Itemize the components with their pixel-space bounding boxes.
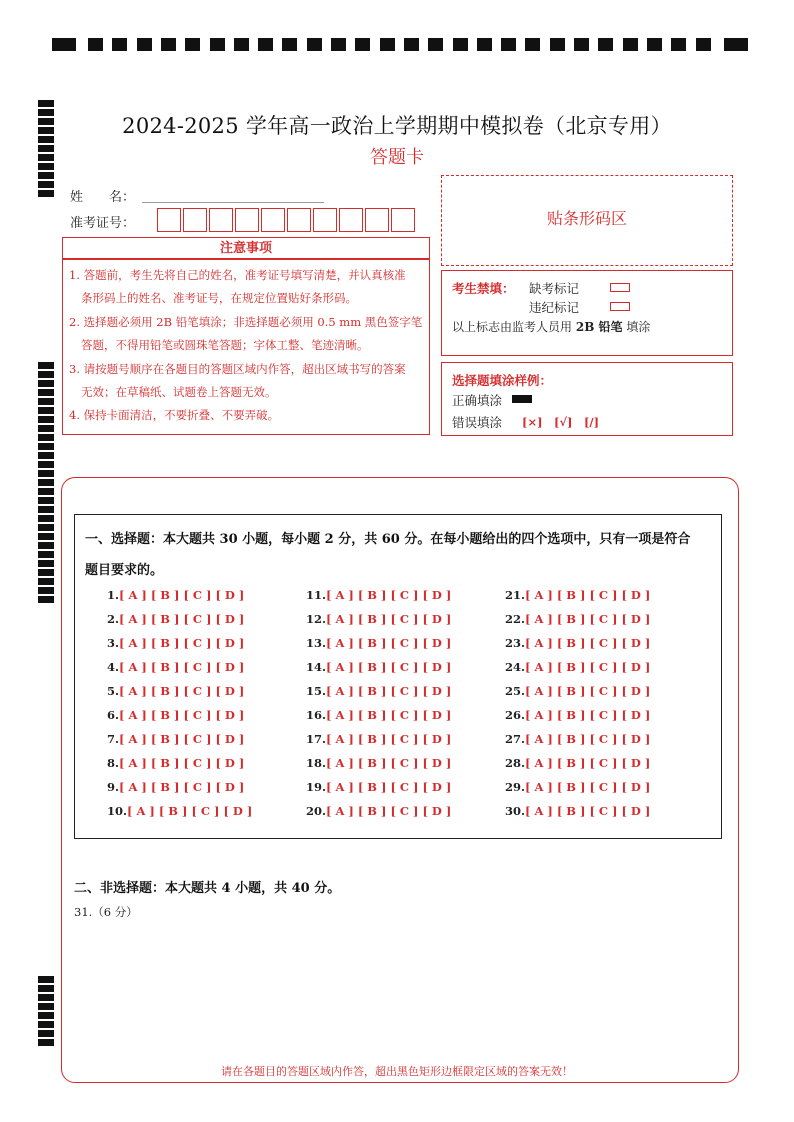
timing-mark xyxy=(38,398,54,405)
id-digit-box[interactable] xyxy=(209,208,233,232)
choice-question-10[interactable] xyxy=(107,804,252,818)
timing-mark xyxy=(210,38,225,51)
timing-mark xyxy=(671,38,686,51)
timing-mark xyxy=(38,172,54,179)
timing-mark xyxy=(38,416,54,423)
question-number: 11. xyxy=(306,588,327,602)
id-digit-box[interactable] xyxy=(391,208,415,232)
choice-question-12[interactable] xyxy=(306,612,451,626)
timing-mark xyxy=(724,38,748,51)
answer-options[interactable]: [ A ] [ B ] [ C ] [ D ] xyxy=(326,780,452,794)
choice-question-22[interactable] xyxy=(505,612,650,626)
choice-question-17[interactable] xyxy=(306,732,451,746)
answer-options[interactable]: [ A ] [ B ] [ C ] [ D ] xyxy=(326,708,452,722)
timing-mark xyxy=(38,461,54,468)
choice-question-20[interactable] xyxy=(306,804,451,818)
choice-question-1[interactable] xyxy=(107,588,244,602)
prohibited-box xyxy=(441,270,733,356)
notice-line: 1. 答题前，考生先将自己的姓名，准考证号填写清楚，并认真核准 xyxy=(69,268,406,282)
question-number: 4. xyxy=(107,660,120,674)
answer-options[interactable]: [ A ] [ B ] [ C ] [ D ] xyxy=(127,804,253,818)
top-timing-marks xyxy=(52,38,748,52)
id-digit-box[interactable] xyxy=(313,208,337,232)
notice-line: 条形码上的姓名、准考证号，在规定位置贴好条形码。 xyxy=(81,291,357,305)
prohibited-title: 考生禁填： xyxy=(452,281,515,296)
timing-mark xyxy=(696,38,711,51)
answer-options[interactable]: [ A ] [ B ] [ C ] [ D ] xyxy=(326,756,452,770)
answer-options[interactable]: [ A ] [ B ] [ C ] [ D ] xyxy=(119,636,245,650)
answer-options[interactable]: [ A ] [ B ] [ C ] [ D ] xyxy=(525,804,651,818)
id-digit-box[interactable] xyxy=(339,208,363,232)
timing-mark xyxy=(38,596,54,603)
choice-question-7[interactable] xyxy=(107,732,244,746)
timing-mark xyxy=(185,38,200,51)
timing-mark xyxy=(38,994,54,1001)
question-number: 25. xyxy=(505,684,526,698)
sample-box xyxy=(441,362,733,436)
question-number: 14. xyxy=(306,660,327,674)
timing-mark xyxy=(38,1003,54,1010)
name-field[interactable] xyxy=(142,201,324,203)
timing-mark xyxy=(38,452,54,459)
answer-options[interactable]: [ A ] [ B ] [ C ] [ D ] xyxy=(119,612,245,626)
question-number: 23. xyxy=(505,636,526,650)
barcode-label: 贴条形码区 xyxy=(546,209,627,228)
question-number: 19. xyxy=(306,780,327,794)
answer-options[interactable]: [ A ] [ B ] [ C ] [ D ] xyxy=(119,780,245,794)
section1-instructions: 一、选择题：本大题共 30 小题，每小题 2 分，共 60 分。在每小题给出的四个选项中，只有一项是符合 xyxy=(85,532,691,547)
answer-options[interactable]: [ A ] [ B ] [ C ] [ D ] xyxy=(525,612,651,626)
timing-mark xyxy=(38,1030,54,1037)
answer-options[interactable]: [ A ] [ B ] [ C ] [ D ] xyxy=(326,732,452,746)
question-number: 7. xyxy=(107,732,120,746)
timing-mark xyxy=(525,38,540,51)
answer-options[interactable]: [ A ] [ B ] [ C ] [ D ] xyxy=(326,588,452,602)
id-digit-box[interactable] xyxy=(183,208,207,232)
answer-options[interactable]: [ A ] [ B ] [ C ] [ D ] xyxy=(326,804,452,818)
choice-question-18[interactable] xyxy=(306,756,451,770)
choice-question-26[interactable] xyxy=(505,708,650,722)
wrong-fill-samples: [×] [√] [/] xyxy=(522,415,600,429)
timing-mark xyxy=(38,560,54,567)
timing-mark xyxy=(623,38,638,51)
correct-label: 正确填涂 xyxy=(452,393,503,408)
answer-options[interactable]: [ A ] [ B ] [ C ] [ D ] xyxy=(119,732,245,746)
question-number: 30. xyxy=(505,804,526,818)
question-number: 29. xyxy=(505,780,526,794)
absent-label: 缺考标记 xyxy=(529,281,580,296)
notice-title: 注意事项 xyxy=(62,237,430,259)
timing-mark xyxy=(38,362,54,369)
timing-mark xyxy=(282,38,297,51)
notice-line: 4. 保持卡面清洁，不要折叠、不要弄破。 xyxy=(69,408,280,422)
choice-question-19[interactable] xyxy=(306,780,451,794)
timing-mark xyxy=(550,38,565,51)
question-number: 27. xyxy=(505,732,526,746)
timing-mark xyxy=(38,479,54,486)
exam-id-boxes[interactable] xyxy=(157,208,417,232)
answer-options[interactable]: [ A ] [ B ] [ C ] [ D ] xyxy=(326,684,452,698)
timing-mark xyxy=(574,38,589,51)
absent-mark[interactable] xyxy=(610,283,630,292)
question-number: 10. xyxy=(107,804,128,818)
question-number: 2. xyxy=(107,612,120,626)
choice-question-9[interactable] xyxy=(107,780,244,794)
notice-line: 答题，不得用铅笔或圆珠笔答题；字体工整、笔迹清晰。 xyxy=(81,338,369,352)
timing-mark xyxy=(38,569,54,576)
notice-line: 无效；在草稿纸、试题卷上答题无效。 xyxy=(81,385,277,399)
timing-mark xyxy=(38,380,54,387)
choice-question-11[interactable] xyxy=(306,588,451,602)
question-31-label: 31.（6 分） xyxy=(74,905,138,919)
id-digit-box[interactable] xyxy=(365,208,389,232)
question-number: 3. xyxy=(107,636,120,650)
answer-options[interactable]: [ A ] [ B ] [ C ] [ D ] xyxy=(525,588,651,602)
timing-mark xyxy=(38,488,54,495)
choice-question-14[interactable] xyxy=(306,660,451,674)
wrong-label: 错误填涂 xyxy=(452,415,503,430)
timing-mark xyxy=(38,434,54,441)
question-number: 21. xyxy=(505,588,526,602)
question-number: 5. xyxy=(107,684,120,698)
question-number: 26. xyxy=(505,708,526,722)
timing-mark xyxy=(38,506,54,513)
answer-options[interactable]: [ A ] [ B ] [ C ] [ D ] xyxy=(525,756,651,770)
timing-mark xyxy=(307,38,322,51)
answer-options[interactable]: [ A ] [ B ] [ C ] [ D ] xyxy=(119,588,245,602)
timing-mark xyxy=(38,985,54,992)
answer-options[interactable]: [ A ] [ B ] [ C ] [ D ] xyxy=(119,708,245,722)
left-timing-marks-middle xyxy=(38,362,54,602)
answer-options[interactable]: [ A ] [ B ] [ C ] [ D ] xyxy=(525,732,651,746)
timing-mark xyxy=(38,515,54,522)
prohibited-note: 以上标志由监考人员用 2B 铅笔 填涂 xyxy=(452,320,651,334)
left-timing-marks-bottom xyxy=(38,976,54,1046)
violation-mark[interactable] xyxy=(610,302,630,311)
timing-mark xyxy=(38,407,54,414)
correct-fill-sample xyxy=(512,395,532,403)
page-title: 2024-2025 学年高一政治上学期期中模拟卷（北京专用） xyxy=(122,114,672,138)
choice-question-21[interactable] xyxy=(505,588,650,602)
timing-mark xyxy=(428,38,443,51)
timing-mark xyxy=(38,976,54,983)
choice-question-25[interactable] xyxy=(505,684,650,698)
choice-question-13[interactable] xyxy=(306,636,451,650)
timing-mark xyxy=(331,38,346,51)
timing-mark xyxy=(38,371,54,378)
choice-question-3[interactable] xyxy=(107,636,244,650)
timing-mark xyxy=(258,38,273,51)
timing-mark xyxy=(38,578,54,585)
choice-question-6[interactable] xyxy=(107,708,244,722)
id-digit-box[interactable] xyxy=(235,208,259,232)
timing-mark xyxy=(355,38,370,51)
question-number: 12. xyxy=(306,612,327,626)
timing-mark xyxy=(38,470,54,477)
timing-mark xyxy=(52,38,76,51)
choice-question-23[interactable] xyxy=(505,636,650,650)
notice-box xyxy=(62,259,430,435)
timing-mark xyxy=(501,38,516,51)
timing-mark xyxy=(380,38,395,51)
question-number: 17. xyxy=(306,732,327,746)
notice-line: 3. 请按题号顺序在各题目的答题区域内作答，超出区域书写的答案 xyxy=(69,362,406,376)
timing-mark xyxy=(137,38,152,51)
exam-id-label: 准考证号： xyxy=(70,216,136,231)
timing-mark xyxy=(38,1021,54,1028)
timing-mark xyxy=(38,190,54,197)
timing-mark xyxy=(112,38,127,51)
section1-instructions-2: 题目要求的。 xyxy=(85,563,164,578)
choice-question-27[interactable] xyxy=(505,732,650,746)
id-digit-box[interactable] xyxy=(287,208,311,232)
question-number: 9. xyxy=(107,780,120,794)
timing-mark xyxy=(38,425,54,432)
answer-options[interactable]: [ A ] [ B ] [ C ] [ D ] xyxy=(119,756,245,770)
footer-warning: 请在各题目的答题区域内作答，超出黑色矩形边框限定区域的答案无效！ xyxy=(221,1065,573,1078)
timing-mark xyxy=(234,38,249,51)
timing-mark xyxy=(598,38,613,51)
notice-line: 2. 选择题必须用 2B 铅笔填涂；非选择题必须用 0.5 mm 黑色签字笔 xyxy=(69,315,423,329)
page-subtitle: 答题卡 xyxy=(370,147,424,168)
answer-options[interactable]: [ A ] [ B ] [ C ] [ D ] xyxy=(525,780,651,794)
timing-mark xyxy=(404,38,419,51)
timing-mark xyxy=(647,38,662,51)
timing-mark xyxy=(38,533,54,540)
timing-mark xyxy=(88,38,103,51)
answer-options[interactable]: [ A ] [ B ] [ C ] [ D ] xyxy=(525,660,651,674)
timing-mark xyxy=(38,542,54,549)
choice-question-4[interactable] xyxy=(107,660,244,674)
timing-mark xyxy=(38,389,54,396)
choice-question-16[interactable] xyxy=(306,708,451,722)
question-number: 16. xyxy=(306,708,327,722)
answer-options[interactable]: [ A ] [ B ] [ C ] [ D ] xyxy=(119,660,245,674)
question-number: 28. xyxy=(505,756,526,770)
choice-question-30[interactable] xyxy=(505,804,650,818)
timing-mark xyxy=(161,38,176,51)
question-number: 8. xyxy=(107,756,120,770)
choice-question-29[interactable] xyxy=(505,780,650,794)
timing-mark xyxy=(38,1012,54,1019)
answer-options[interactable]: [ A ] [ B ] [ C ] [ D ] xyxy=(326,612,452,626)
answer-options[interactable]: [ A ] [ B ] [ C ] [ D ] xyxy=(525,636,651,650)
timing-mark xyxy=(38,587,54,594)
choice-question-15[interactable] xyxy=(306,684,451,698)
choice-question-5[interactable] xyxy=(107,684,244,698)
choice-section xyxy=(74,514,722,839)
question-number: 15. xyxy=(306,684,327,698)
answer-options[interactable]: [ A ] [ B ] [ C ] [ D ] xyxy=(326,660,452,674)
question-number: 24. xyxy=(505,660,526,674)
id-digit-box[interactable] xyxy=(261,208,285,232)
answer-options[interactable]: [ A ] [ B ] [ C ] [ D ] xyxy=(119,684,245,698)
id-digit-box[interactable] xyxy=(157,208,181,232)
timing-mark xyxy=(38,181,54,188)
timing-mark xyxy=(38,1039,54,1046)
answer-options[interactable]: [ A ] [ B ] [ C ] [ D ] xyxy=(326,636,452,650)
violation-label: 违纪标记 xyxy=(529,300,580,315)
question-number: 1. xyxy=(107,588,120,602)
question-number: 20. xyxy=(306,804,327,818)
question-number: 18. xyxy=(306,756,327,770)
barcode-area xyxy=(441,175,733,266)
sample-title: 选择题填涂样例： xyxy=(452,373,553,388)
timing-mark xyxy=(38,443,54,450)
choice-question-28[interactable] xyxy=(505,756,650,770)
choice-question-8[interactable] xyxy=(107,756,244,770)
timing-mark xyxy=(453,38,468,51)
answer-options[interactable]: [ A ] [ B ] [ C ] [ D ] xyxy=(525,708,651,722)
choice-question-24[interactable] xyxy=(505,660,650,674)
timing-mark xyxy=(477,38,492,51)
question-number: 6. xyxy=(107,708,120,722)
timing-mark xyxy=(38,551,54,558)
timing-mark xyxy=(38,524,54,531)
question-number: 22. xyxy=(505,612,526,626)
timing-mark xyxy=(38,497,54,504)
name-label: 姓 名： xyxy=(70,190,136,205)
question-number: 13. xyxy=(306,636,327,650)
section2-title: 二、非选择题：本大题共 4 小题，共 40 分。 xyxy=(74,881,341,896)
choice-question-2[interactable] xyxy=(107,612,244,626)
timing-mark xyxy=(38,100,54,107)
answer-options[interactable]: [ A ] [ B ] [ C ] [ D ] xyxy=(525,684,651,698)
